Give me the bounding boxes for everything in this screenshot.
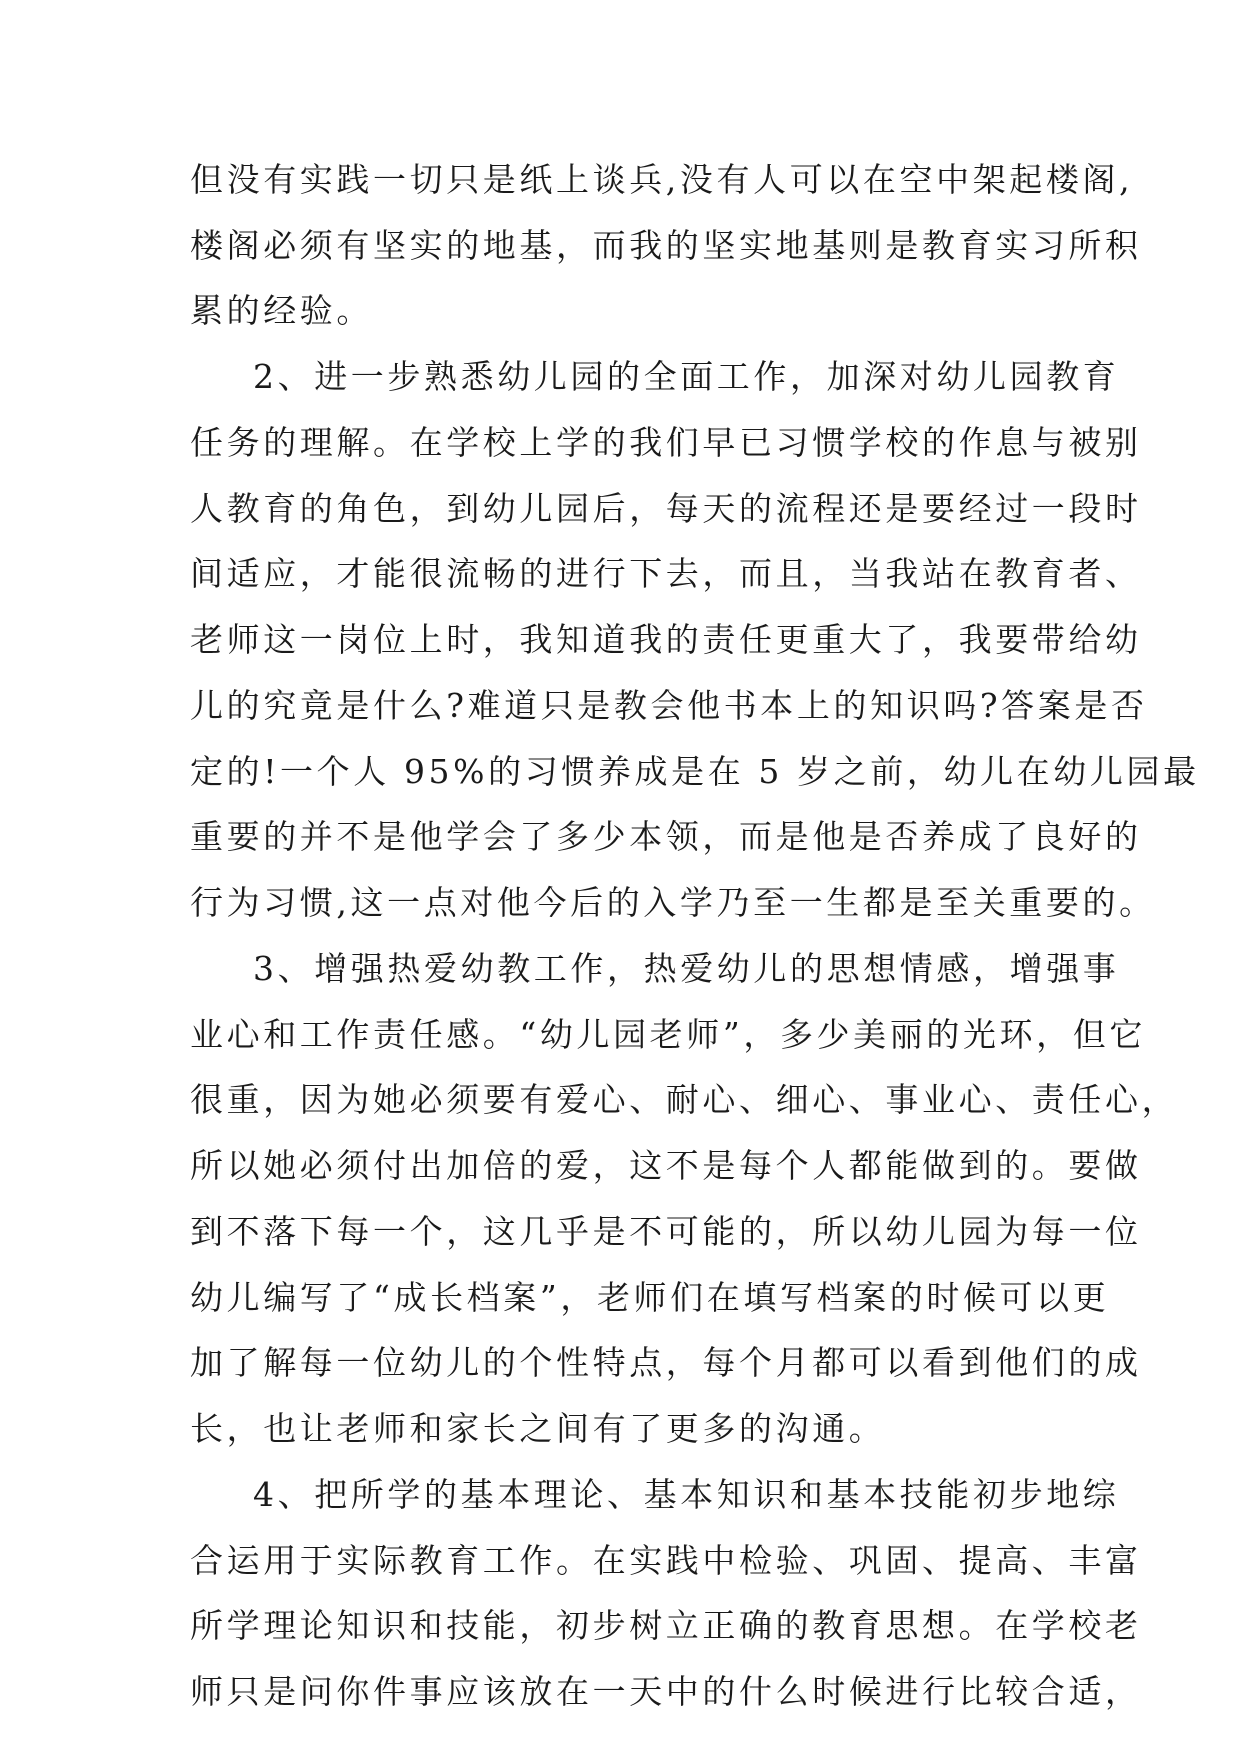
paragraph-4-first-line: 4、把所学的基本理论、基本知识和基本技能初步地综 [253,1475,1120,1514]
text-line-3: 累的经验。 [190,291,373,330]
text-line-6: 人教育的角色，到幼儿园后，每天的流程还是要经过一段时 [190,489,1142,528]
text-line-17: 到不落下每一个，这几乎是不可能的，所以幼儿园为每一位 [190,1212,1142,1251]
text-line-11: 重要的并不是他学会了多少本领，而是他是否养成了良好的 [190,817,1142,856]
text-line-23: 所学理论知识和技能，初步树立正确的教育思想。在学校老 [190,1606,1142,1645]
paragraph-3-first-line: 3、增强热爱幼教工作，热爱幼儿的思想情感，增强事 [253,949,1120,988]
text-line-16: 所以她必须付出加倍的爱，这不是每个人都能做到的。要做 [190,1146,1142,1185]
text-line-5: 任务的理解。在学校上学的我们早已习惯学校的作息与被别 [190,423,1142,462]
text-line-15: 很重，因为她必须要有爱心、耐心、细心、事业心、责任心， [190,1080,1179,1119]
text-line-22: 合运用于实际教育工作。在实践中检验、巩固、提高、丰富 [190,1541,1142,1580]
paragraph-2-first-line: 2、进一步熟悉幼儿园的全面工作，加深对幼儿园教育 [253,357,1120,396]
text-line-7: 间适应，才能很流畅的进行下去，而且，当我站在教育者、 [190,554,1142,593]
text-line-19: 加了解每一位幼儿的个性特点，每个月都可以看到他们的成 [190,1343,1142,1382]
text-line-20: 长，也让老师和家长之间有了更多的沟通。 [190,1409,886,1448]
text-line-12: 行为习惯,这一点对他今后的入学乃至一生都是至关重要的。 [190,883,1156,922]
text-line-8: 老师这一岗位上时，我知道我的责任更重大了，我要带给幼 [190,620,1142,659]
text-line-9: 儿的究竟是什么?难道只是教会他书本上的知识吗?答案是否 [190,686,1148,725]
text-line-18: 幼儿编写了“成长档案”，老师们在填写档案的时候可以更 [190,1278,1110,1317]
text-line-14: 业心和工作责任感。“幼儿园老师”，多少美丽的光环，但它 [190,1015,1146,1054]
text-line-2: 楼阁必须有坚实的地基，而我的坚实地基则是教育实习所积 [190,226,1142,265]
text-line-24: 师只是问你件事应该放在一天中的什么时候进行比较合适， [190,1672,1142,1711]
text-line-1: 但没有实践一切只是纸上谈兵,没有人可以在空中架起楼阁, [190,160,1134,199]
text-line-10: 定的!一个人 95%的习惯养成是在 5 岁之前，幼儿在幼儿园最 [190,752,1200,791]
